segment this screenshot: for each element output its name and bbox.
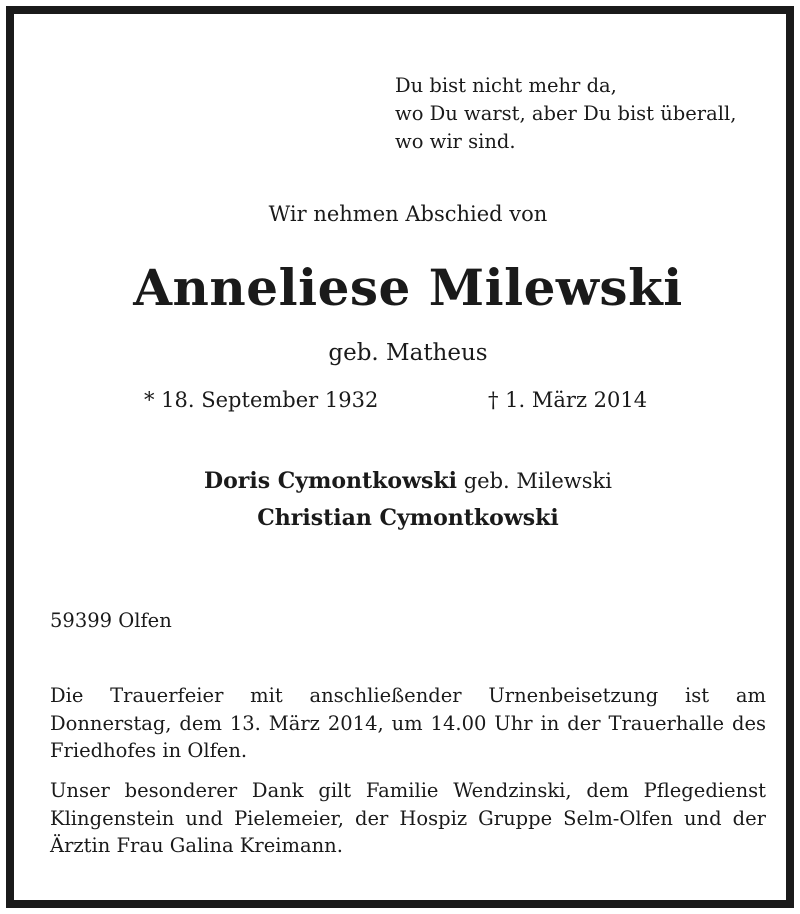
mourner-entry — [14, 463, 800, 500]
obituary-notice — [6, 6, 794, 908]
poem — [395, 72, 736, 156]
place-line: 59399 Olfen — [50, 609, 172, 632]
deceased-name: Anneliese Milewski — [133, 258, 683, 317]
thanks-paragraph: Unser besonderer Dank gilt Familie Wendzinski, dem Pflegedienst Klingenstein und Pielemeier, der Hospiz Gruppe Selm-Olfen und der Ärztin Frau Galina Kreimann. — [50, 779, 766, 857]
birth-date: * 18. September 1932 — [144, 388, 379, 412]
mourners-list — [14, 463, 800, 537]
death-date: † 1. März 2014 — [488, 388, 648, 412]
mourner-name: Doris Cymontkowski — [204, 468, 458, 494]
funeral-info-paragraph: Die Trauerfeier mit anschließender Urnenbeisetzung ist am Donnerstag, dem 13. März 2014, um 14.00 Uhr in der Trauerhalle des Friedhofes in Olfen. — [50, 684, 766, 762]
mourner-entry — [14, 500, 800, 537]
poem-line: Du bist nicht mehr da, — [395, 74, 617, 97]
maiden-name: geb. Matheus — [328, 340, 488, 366]
intro-text: Wir nehmen Abschied von — [268, 202, 548, 226]
mourner-name: Christian Cymontkowski — [257, 505, 559, 531]
poem-line: wo wir sind. — [395, 130, 516, 153]
mourner-suffix: geb. Milewski — [463, 469, 612, 493]
poem-line: wo Du warst, aber Du bist überall, — [395, 102, 737, 125]
